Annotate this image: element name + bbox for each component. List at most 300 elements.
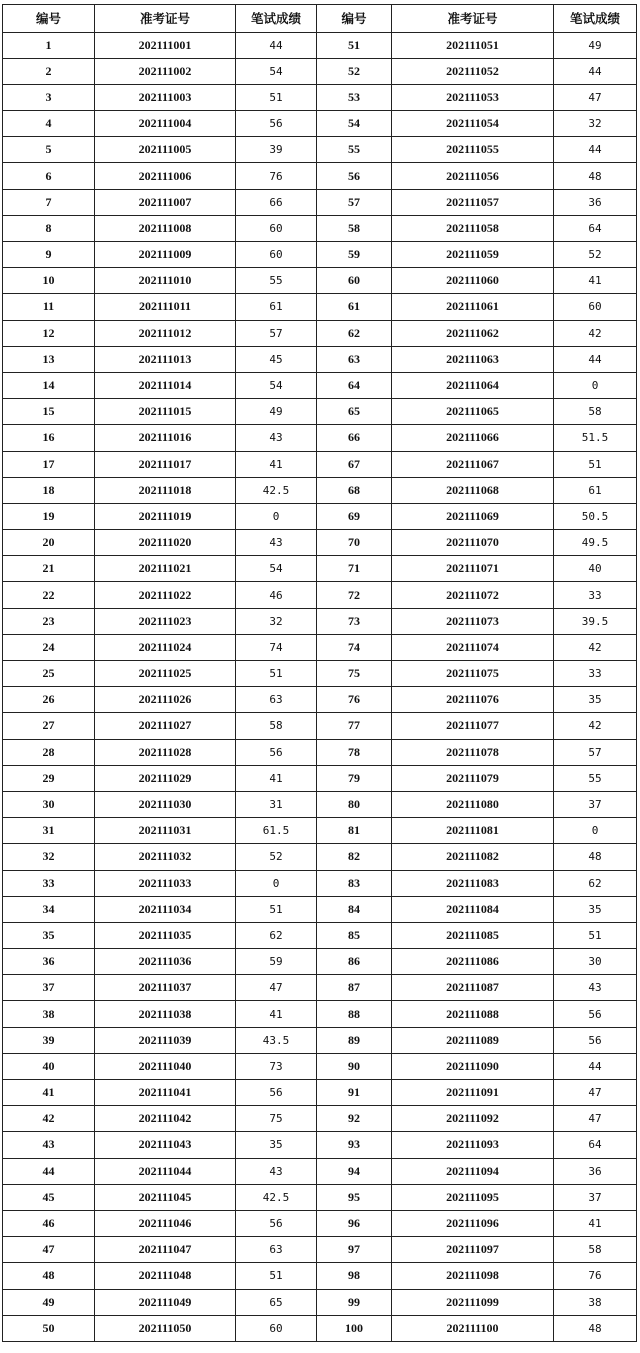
table-row — [3, 346, 637, 372]
number-right-cell: 73 — [317, 608, 392, 634]
number-left-cell: 43 — [3, 1132, 95, 1158]
number-right-cell: 71 — [317, 556, 392, 582]
number-left-cell: 12 — [3, 320, 95, 346]
score-right-cell: 33 — [554, 661, 637, 687]
score-left-cell: 43 — [236, 425, 317, 451]
table-row — [3, 975, 637, 1001]
ticket-id-right-cell: 202111070 — [392, 530, 554, 556]
table-row — [3, 425, 637, 451]
ticket-id-left-cell: 202111014 — [95, 372, 236, 398]
ticket-id-right-cell: 202111094 — [392, 1158, 554, 1184]
score-right-cell: 61 — [554, 477, 637, 503]
number-left-cell: 37 — [3, 975, 95, 1001]
ticket-id-left-cell: 202111048 — [95, 1263, 236, 1289]
ticket-id-left-cell: 202111026 — [95, 687, 236, 713]
score-left-cell: 57 — [236, 320, 317, 346]
table-row — [3, 661, 637, 687]
ticket-id-right-cell: 202111061 — [392, 294, 554, 320]
table-row — [3, 399, 637, 425]
number-left-cell: 9 — [3, 242, 95, 268]
score-left-cell: 73 — [236, 1053, 317, 1079]
ticket-id-left-cell: 202111035 — [95, 922, 236, 948]
ticket-id-right-cell: 202111088 — [392, 1001, 554, 1027]
ticket-id-left-cell: 202111036 — [95, 949, 236, 975]
number-left-cell: 10 — [3, 268, 95, 294]
number-right-cell: 56 — [317, 163, 392, 189]
number-right-cell: 61 — [317, 294, 392, 320]
score-right-cell: 51 — [554, 451, 637, 477]
score-right-cell: 60 — [554, 294, 637, 320]
number-right-cell: 72 — [317, 582, 392, 608]
score-right-cell: 43 — [554, 975, 637, 1001]
ticket-id-left-cell: 202111004 — [95, 111, 236, 137]
number-right-cell: 86 — [317, 949, 392, 975]
score-right-cell: 42 — [554, 634, 637, 660]
score-right-cell: 47 — [554, 1080, 637, 1106]
number-left-cell: 6 — [3, 163, 95, 189]
score-right-cell: 35 — [554, 687, 637, 713]
score-right-cell: 49.5 — [554, 530, 637, 556]
number-left-cell: 48 — [3, 1263, 95, 1289]
score-left-cell: 41 — [236, 1001, 317, 1027]
score-left-cell: 43 — [236, 1158, 317, 1184]
ticket-id-right-cell: 202111087 — [392, 975, 554, 1001]
ticket-id-right-cell: 202111052 — [392, 58, 554, 84]
score-right-cell: 48 — [554, 1315, 637, 1341]
score-right-cell: 37 — [554, 1184, 637, 1210]
score-right-cell: 0 — [554, 372, 637, 398]
number-right-cell: 51 — [317, 32, 392, 58]
score-left-cell: 54 — [236, 556, 317, 582]
table-row — [3, 1053, 637, 1079]
number-right-cell: 91 — [317, 1080, 392, 1106]
score-left-cell: 43 — [236, 530, 317, 556]
table-row — [3, 556, 637, 582]
score-left-cell: 62 — [236, 922, 317, 948]
ticket-id-right-cell: 202111079 — [392, 765, 554, 791]
table-row — [3, 634, 637, 660]
score-right-cell: 40 — [554, 556, 637, 582]
ticket-id-right-cell: 202111089 — [392, 1027, 554, 1053]
number-left-cell: 22 — [3, 582, 95, 608]
number-right-cell: 98 — [317, 1263, 392, 1289]
ticket-id-left-cell: 202111008 — [95, 215, 236, 241]
table-row — [3, 32, 637, 58]
ticket-id-left-cell: 202111010 — [95, 268, 236, 294]
score-right-cell: 44 — [554, 58, 637, 84]
ticket-id-right-cell: 202111071 — [392, 556, 554, 582]
table-body — [3, 32, 637, 1341]
score-right-cell: 51 — [554, 922, 637, 948]
score-right-cell: 41 — [554, 1210, 637, 1236]
ticket-id-right-cell: 202111066 — [392, 425, 554, 451]
score-left-cell: 51 — [236, 84, 317, 110]
score-right-cell: 30 — [554, 949, 637, 975]
score-right-cell: 52 — [554, 242, 637, 268]
table-row — [3, 111, 637, 137]
ticket-id-left-cell: 202111034 — [95, 896, 236, 922]
number-right-cell: 66 — [317, 425, 392, 451]
ticket-id-right-cell: 202111053 — [392, 84, 554, 110]
ticket-id-right-cell: 202111077 — [392, 713, 554, 739]
table-row — [3, 608, 637, 634]
ticket-id-left-cell: 202111044 — [95, 1158, 236, 1184]
number-left-cell: 5 — [3, 137, 95, 163]
number-left-cell: 28 — [3, 739, 95, 765]
score-right-cell: 39.5 — [554, 608, 637, 634]
ticket-id-right-cell: 202111092 — [392, 1106, 554, 1132]
score-left-cell: 42.5 — [236, 1184, 317, 1210]
number-right-cell: 99 — [317, 1289, 392, 1315]
table-row — [3, 949, 637, 975]
number-left-cell: 19 — [3, 503, 95, 529]
ticket-id-left-cell: 202111029 — [95, 765, 236, 791]
score-left-cell: 32 — [236, 608, 317, 634]
table-row — [3, 1158, 637, 1184]
number-right-cell: 55 — [317, 137, 392, 163]
ticket-id-left-cell: 202111050 — [95, 1315, 236, 1341]
number-right-cell: 68 — [317, 477, 392, 503]
number-left-cell: 32 — [3, 844, 95, 870]
score-left-cell: 41 — [236, 451, 317, 477]
number-right-cell: 83 — [317, 870, 392, 896]
ticket-id-left-cell: 202111007 — [95, 189, 236, 215]
score-left-cell: 39 — [236, 137, 317, 163]
score-left-cell: 51 — [236, 661, 317, 687]
score-left-cell: 0 — [236, 503, 317, 529]
ticket-id-right-cell: 202111082 — [392, 844, 554, 870]
score-right-cell: 57 — [554, 739, 637, 765]
score-left-cell: 44 — [236, 32, 317, 58]
header-score-left: 笔试成绩 — [236, 5, 317, 33]
ticket-id-right-cell: 202111095 — [392, 1184, 554, 1210]
score-left-cell: 51 — [236, 1263, 317, 1289]
score-right-cell: 33 — [554, 582, 637, 608]
score-left-cell: 49 — [236, 399, 317, 425]
ticket-id-left-cell: 202111003 — [95, 84, 236, 110]
score-right-cell: 47 — [554, 1106, 637, 1132]
number-right-cell: 63 — [317, 346, 392, 372]
score-right-cell: 38 — [554, 1289, 637, 1315]
score-left-cell: 51 — [236, 896, 317, 922]
ticket-id-right-cell: 202111099 — [392, 1289, 554, 1315]
number-right-cell: 65 — [317, 399, 392, 425]
score-left-cell: 59 — [236, 949, 317, 975]
ticket-id-left-cell: 202111024 — [95, 634, 236, 660]
ticket-id-right-cell: 202111076 — [392, 687, 554, 713]
number-left-cell: 25 — [3, 661, 95, 687]
score-left-cell: 56 — [236, 739, 317, 765]
number-left-cell: 21 — [3, 556, 95, 582]
number-right-cell: 92 — [317, 1106, 392, 1132]
score-left-cell: 46 — [236, 582, 317, 608]
ticket-id-left-cell: 202111032 — [95, 844, 236, 870]
score-right-cell: 58 — [554, 1237, 637, 1263]
number-left-cell: 45 — [3, 1184, 95, 1210]
number-left-cell: 42 — [3, 1106, 95, 1132]
number-right-cell: 100 — [317, 1315, 392, 1341]
number-left-cell: 17 — [3, 451, 95, 477]
ticket-id-left-cell: 202111001 — [95, 32, 236, 58]
number-right-cell: 93 — [317, 1132, 392, 1158]
number-right-cell: 90 — [317, 1053, 392, 1079]
number-left-cell: 49 — [3, 1289, 95, 1315]
ticket-id-left-cell: 202111031 — [95, 818, 236, 844]
score-left-cell: 60 — [236, 1315, 317, 1341]
number-left-cell: 15 — [3, 399, 95, 425]
number-right-cell: 60 — [317, 268, 392, 294]
score-right-cell: 62 — [554, 870, 637, 896]
table-row — [3, 844, 637, 870]
number-left-cell: 36 — [3, 949, 95, 975]
score-left-cell: 56 — [236, 111, 317, 137]
ticket-id-right-cell: 202111073 — [392, 608, 554, 634]
number-left-cell: 11 — [3, 294, 95, 320]
header-ticket-id-left: 准考证号 — [95, 5, 236, 33]
table-row — [3, 215, 637, 241]
number-left-cell: 33 — [3, 870, 95, 896]
ticket-id-right-cell: 202111051 — [392, 32, 554, 58]
score-right-cell: 48 — [554, 163, 637, 189]
score-right-cell: 36 — [554, 1158, 637, 1184]
ticket-id-right-cell: 202111074 — [392, 634, 554, 660]
table-row — [3, 713, 637, 739]
number-right-cell: 94 — [317, 1158, 392, 1184]
table-row — [3, 268, 637, 294]
ticket-id-right-cell: 202111078 — [392, 739, 554, 765]
number-right-cell: 67 — [317, 451, 392, 477]
ticket-id-left-cell: 202111022 — [95, 582, 236, 608]
table-row — [3, 1237, 637, 1263]
table-row — [3, 1289, 637, 1315]
number-left-cell: 50 — [3, 1315, 95, 1341]
table-row — [3, 477, 637, 503]
score-left-cell: 52 — [236, 844, 317, 870]
number-left-cell: 1 — [3, 32, 95, 58]
score-right-cell: 49 — [554, 32, 637, 58]
score-left-cell: 65 — [236, 1289, 317, 1315]
ticket-id-left-cell: 202111015 — [95, 399, 236, 425]
score-right-cell: 48 — [554, 844, 637, 870]
number-left-cell: 31 — [3, 818, 95, 844]
ticket-id-left-cell: 202111042 — [95, 1106, 236, 1132]
table-row — [3, 503, 637, 529]
score-left-cell: 0 — [236, 870, 317, 896]
ticket-id-right-cell: 202111091 — [392, 1080, 554, 1106]
number-left-cell: 29 — [3, 765, 95, 791]
table-row — [3, 84, 637, 110]
number-left-cell: 39 — [3, 1027, 95, 1053]
ticket-id-left-cell: 202111028 — [95, 739, 236, 765]
ticket-id-right-cell: 202111085 — [392, 922, 554, 948]
ticket-id-right-cell: 202111069 — [392, 503, 554, 529]
number-left-cell: 44 — [3, 1158, 95, 1184]
table-row — [3, 372, 637, 398]
ticket-id-left-cell: 202111041 — [95, 1080, 236, 1106]
number-left-cell: 4 — [3, 111, 95, 137]
ticket-id-left-cell: 202111027 — [95, 713, 236, 739]
table-row — [3, 1027, 637, 1053]
score-left-cell: 54 — [236, 372, 317, 398]
number-left-cell: 7 — [3, 189, 95, 215]
number-left-cell: 38 — [3, 1001, 95, 1027]
score-left-cell: 61 — [236, 294, 317, 320]
ticket-id-left-cell: 202111012 — [95, 320, 236, 346]
number-right-cell: 52 — [317, 58, 392, 84]
ticket-id-right-cell: 202111062 — [392, 320, 554, 346]
score-left-cell: 31 — [236, 791, 317, 817]
number-left-cell: 30 — [3, 791, 95, 817]
ticket-id-right-cell: 202111084 — [392, 896, 554, 922]
score-right-cell: 50.5 — [554, 503, 637, 529]
score-right-cell: 44 — [554, 137, 637, 163]
ticket-id-right-cell: 202111063 — [392, 346, 554, 372]
number-left-cell: 41 — [3, 1080, 95, 1106]
ticket-id-left-cell: 202111009 — [95, 242, 236, 268]
score-left-cell: 75 — [236, 1106, 317, 1132]
ticket-id-left-cell: 202111005 — [95, 137, 236, 163]
number-right-cell: 59 — [317, 242, 392, 268]
number-right-cell: 76 — [317, 687, 392, 713]
score-left-cell: 54 — [236, 58, 317, 84]
number-right-cell: 54 — [317, 111, 392, 137]
score-left-cell: 66 — [236, 189, 317, 215]
ticket-id-right-cell: 202111064 — [392, 372, 554, 398]
number-left-cell: 20 — [3, 530, 95, 556]
table-row — [3, 163, 637, 189]
ticket-id-right-cell: 202111090 — [392, 1053, 554, 1079]
ticket-id-right-cell: 202111067 — [392, 451, 554, 477]
number-right-cell: 96 — [317, 1210, 392, 1236]
table-row — [3, 1263, 637, 1289]
score-left-cell: 47 — [236, 975, 317, 1001]
number-right-cell: 70 — [317, 530, 392, 556]
number-right-cell: 95 — [317, 1184, 392, 1210]
table-row — [3, 58, 637, 84]
ticket-id-left-cell: 202111019 — [95, 503, 236, 529]
number-right-cell: 77 — [317, 713, 392, 739]
score-left-cell: 61.5 — [236, 818, 317, 844]
score-left-cell: 60 — [236, 215, 317, 241]
ticket-id-left-cell: 202111016 — [95, 425, 236, 451]
ticket-id-right-cell: 202111098 — [392, 1263, 554, 1289]
table-row — [3, 1001, 637, 1027]
ticket-id-left-cell: 202111043 — [95, 1132, 236, 1158]
ticket-id-left-cell: 202111013 — [95, 346, 236, 372]
ticket-id-right-cell: 202111054 — [392, 111, 554, 137]
number-right-cell: 88 — [317, 1001, 392, 1027]
score-right-cell: 47 — [554, 84, 637, 110]
number-right-cell: 53 — [317, 84, 392, 110]
number-left-cell: 24 — [3, 634, 95, 660]
header-ticket-id-right: 准考证号 — [392, 5, 554, 33]
table-row — [3, 870, 637, 896]
number-right-cell: 57 — [317, 189, 392, 215]
ticket-id-left-cell: 202111040 — [95, 1053, 236, 1079]
ticket-id-left-cell: 202111038 — [95, 1001, 236, 1027]
score-left-cell: 56 — [236, 1210, 317, 1236]
number-left-cell: 40 — [3, 1053, 95, 1079]
score-right-cell: 44 — [554, 346, 637, 372]
table-row — [3, 1315, 637, 1341]
table-row — [3, 1210, 637, 1236]
score-right-cell: 64 — [554, 1132, 637, 1158]
table-row — [3, 320, 637, 346]
ticket-id-right-cell: 202111075 — [392, 661, 554, 687]
table-row — [3, 687, 637, 713]
table-row — [3, 818, 637, 844]
table-row — [3, 1080, 637, 1106]
score-right-cell: 35 — [554, 896, 637, 922]
score-right-cell: 64 — [554, 215, 637, 241]
ticket-id-right-cell: 202111080 — [392, 791, 554, 817]
ticket-id-right-cell: 202111068 — [392, 477, 554, 503]
score-left-cell: 60 — [236, 242, 317, 268]
ticket-id-left-cell: 202111020 — [95, 530, 236, 556]
score-right-cell: 0 — [554, 818, 637, 844]
ticket-id-right-cell: 202111093 — [392, 1132, 554, 1158]
number-left-cell: 34 — [3, 896, 95, 922]
ticket-id-right-cell: 202111086 — [392, 949, 554, 975]
number-right-cell: 87 — [317, 975, 392, 1001]
table-row — [3, 765, 637, 791]
number-right-cell: 69 — [317, 503, 392, 529]
ticket-id-left-cell: 202111017 — [95, 451, 236, 477]
number-right-cell: 74 — [317, 634, 392, 660]
table-header — [3, 5, 637, 33]
number-left-cell: 18 — [3, 477, 95, 503]
score-right-cell: 76 — [554, 1263, 637, 1289]
ticket-id-left-cell: 202111046 — [95, 1210, 236, 1236]
ticket-id-right-cell: 202111081 — [392, 818, 554, 844]
score-left-cell: 58 — [236, 713, 317, 739]
table-row — [3, 530, 637, 556]
number-right-cell: 78 — [317, 739, 392, 765]
header-row — [3, 5, 637, 33]
table-row — [3, 922, 637, 948]
score-sheet — [2, 4, 637, 1342]
ticket-id-left-cell: 202111039 — [95, 1027, 236, 1053]
number-left-cell: 23 — [3, 608, 95, 634]
number-left-cell: 13 — [3, 346, 95, 372]
ticket-id-right-cell: 202111097 — [392, 1237, 554, 1263]
ticket-id-left-cell: 202111023 — [95, 608, 236, 634]
number-right-cell: 58 — [317, 215, 392, 241]
ticket-id-right-cell: 202111055 — [392, 137, 554, 163]
ticket-id-right-cell: 202111096 — [392, 1210, 554, 1236]
number-left-cell: 16 — [3, 425, 95, 451]
ticket-id-left-cell: 202111021 — [95, 556, 236, 582]
ticket-id-left-cell: 202111037 — [95, 975, 236, 1001]
score-left-cell: 63 — [236, 687, 317, 713]
ticket-id-right-cell: 202111083 — [392, 870, 554, 896]
number-right-cell: 84 — [317, 896, 392, 922]
score-right-cell: 41 — [554, 268, 637, 294]
score-left-cell: 35 — [236, 1132, 317, 1158]
ticket-id-right-cell: 202111072 — [392, 582, 554, 608]
number-right-cell: 79 — [317, 765, 392, 791]
table-row — [3, 896, 637, 922]
score-right-cell: 32 — [554, 111, 637, 137]
ticket-id-right-cell: 202111060 — [392, 268, 554, 294]
score-left-cell: 42.5 — [236, 477, 317, 503]
ticket-id-left-cell: 202111049 — [95, 1289, 236, 1315]
score-left-cell: 55 — [236, 268, 317, 294]
table-row — [3, 137, 637, 163]
header-number-right: 编号 — [317, 5, 392, 33]
score-right-cell: 56 — [554, 1027, 637, 1053]
number-left-cell: 47 — [3, 1237, 95, 1263]
